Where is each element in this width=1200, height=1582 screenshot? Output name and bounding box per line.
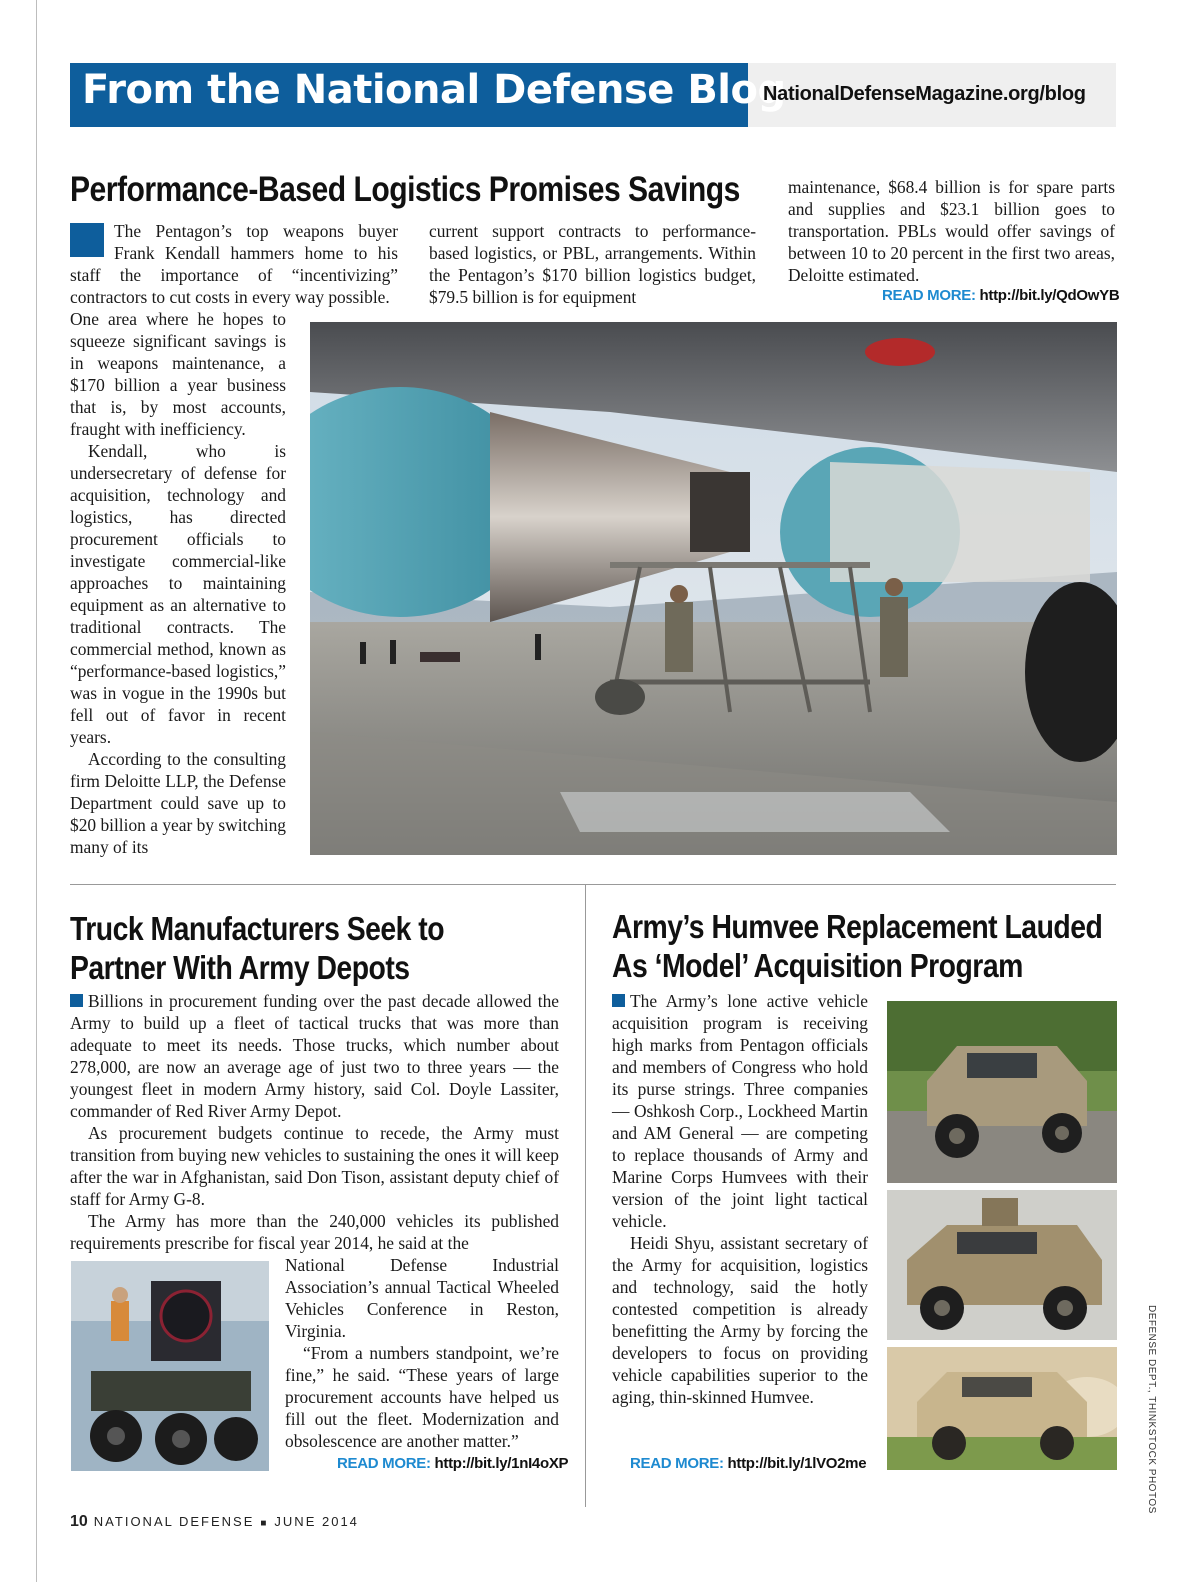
banner-title-box [70,63,786,127]
article3-paragraph1-text: The Army’s lone active vehicle acquisition program is receiving high marks from Pentagon officials and members of Congress who hold its purse strings. Three companies — Oshkosh Corp., Lockheed Martin and AM General — are competing to replace thousands of Army and Marine Corps Humvees with their version of the joint light tactical vehicle. [612,991,868,1231]
article1-paragraph3: Kendall, who is undersecretary of defense for acquisition, technology and logistics, has directed procurement officials to investigate commercial-like approaches to maintaining equipment as an alternative to traditional contracts. The commercial method, known as “performance-based logistics,” was in vogue in the 1990s but fell out of favor in recent years. [70,441,286,747]
article1-paragraph2: One area where he hopes to squeeze significant savings is in weapons maintenance, a $170 billion a year business that is, by most accounts, fraught with inefficiency. [70,309,286,439]
jltv-photo-1-illustration [887,1001,1117,1183]
read-more-link[interactable]: http://bit.ly/QdOwYB [979,287,1120,304]
aircraft-photo-illustration [310,322,1117,855]
page-footer [70,1513,359,1531]
article3-headline-line1: Army’s Humvee Replacement Lauded [612,908,1103,945]
article1-paragraph1: The Pentagon’s top weapons buyer Frank Kendall hammers home to his staff the importance of “incentivizing” contractors to cut costs in every way possible. [70,221,398,307]
read-more-label: READ MORE: [337,1455,431,1472]
article1-read-more[interactable] [882,287,1119,304]
article2-paragraph3: The Army has more than the 240,000 vehicles its published requirements prescribe for fiscal year 2014, he said at the [70,1211,559,1253]
article2-read-more[interactable] [337,1455,568,1472]
read-more-label: READ MORE: [630,1455,724,1472]
article2-headline-line2: Partner With Army Depots [70,949,410,986]
article2-paragraph1-text: Billions in procurement funding over the past decade allowed the Army to build up a fleet of tactical trucks that was more than adequate to meet its needs. Those trucks, which number about 278,000, are now an average age of just two to three years — the youngest fleet in modern Army history, said Col. Doyle Lassiter, commander of Red River Army Depot. [70,991,559,1121]
jltv-photo-3-illustration [887,1347,1117,1470]
jltv-photo-3 [887,1347,1117,1470]
truck-photo-illustration [71,1261,269,1471]
article2-paragraph4: “From a numbers standpoint, we’re fine,” he said. “These years of large procurement accounts have helped us fill out the fleet. Modernization and obsolescence are another matter.” [285,1343,559,1451]
article1-col2 [429,220,756,308]
article1-col2-text: current support contracts to performance-based logistics, or PBL, arrangements. Within the Pentagon’s $170 billion logistics budget, $79.5 billion is for equipment [429,221,756,307]
article-start-marker [612,994,625,1007]
jltv-photo-2 [887,1190,1117,1340]
read-more-link[interactable]: http://bit.ly/1lVO2me [727,1455,867,1472]
article-start-marker [70,223,104,257]
section-divider-vertical [585,884,586,1507]
article-start-marker [70,994,83,1007]
article1-col3-text: maintenance, $68.4 billion is for spare parts and supplies and $23.1 billion goes to transportation. PBLs would offer savings of between 10 to 20 percent in the first two areas, Deloitte estimated. [788,177,1115,285]
section-divider-horizontal [70,884,1116,885]
truck-depot-photo [71,1261,269,1471]
article2-body-continued [285,1254,559,1452]
article3-paragraph2: Heidi Shyu, assistant secretary of the Army for acquisition, logistics and technology, said the hotly contested competition is already benefitting the Army by forcing the developers to focus on providing vehicle capabilities superior to the aging, thin-skinned Humvee. [612,1233,868,1407]
banner-title: From the National Defense Blog [82,67,786,113]
article1-headline: Performance-Based Logistics Promises Savings [70,170,740,209]
article3-headline [612,907,1102,985]
issue-date: JUNE 2014 [274,1514,359,1529]
jltv-photo-2-illustration [887,1190,1117,1340]
article3-body [612,990,868,1408]
aircraft-maintenance-photo [310,322,1117,855]
article2-headline [70,909,444,987]
article2-paragraph1 [70,990,559,1122]
page-margin-rule [36,0,37,1582]
article2-paragraph2: As procurement budgets continue to recede, the Army must transition from buying new vehicles to sustaining the ones it will keep after the war in Afghanistan, said Don Tison, assistant deputy chief of staff for Army G-8. [70,1123,559,1209]
read-more-label: READ MORE: [882,287,976,304]
article1-col3 [788,176,1115,286]
article1-paragraph4: According to the consulting firm Deloitte LLP, the Defense Department could save up to $20 billion a year by switching many of its [70,749,286,857]
article1-col1-bottom [70,308,286,858]
article2-headline-line1: Truck Manufacturers Seek to [70,910,445,947]
publication-name: NATIONAL DEFENSE [93,1514,255,1529]
article3-headline-line2: As ‘Model’ Acquisition Program [612,947,1023,984]
separator-dot: ■ [260,1518,269,1529]
page-number: 10 [70,1513,88,1530]
blog-banner [70,63,1116,127]
banner-url[interactable]: NationalDefenseMagazine.org/blog [763,83,1086,105]
article1-col1-top [70,220,398,308]
article2-body [70,990,559,1254]
read-more-link[interactable]: http://bit.ly/1nI4oXP [434,1455,569,1472]
article2-paragraph3-continued: National Defense Industrial Association’s annual Tactical Wheeled Vehicles Conference in Reston, Virginia. [285,1255,559,1341]
article3-read-more[interactable] [630,1455,866,1472]
article3-paragraph1 [612,990,868,1232]
jltv-photo-1 [887,1001,1117,1183]
photo-credit: DEFENSE DEPT., THINKSTOCK PHOTOS [1146,1305,1157,1514]
